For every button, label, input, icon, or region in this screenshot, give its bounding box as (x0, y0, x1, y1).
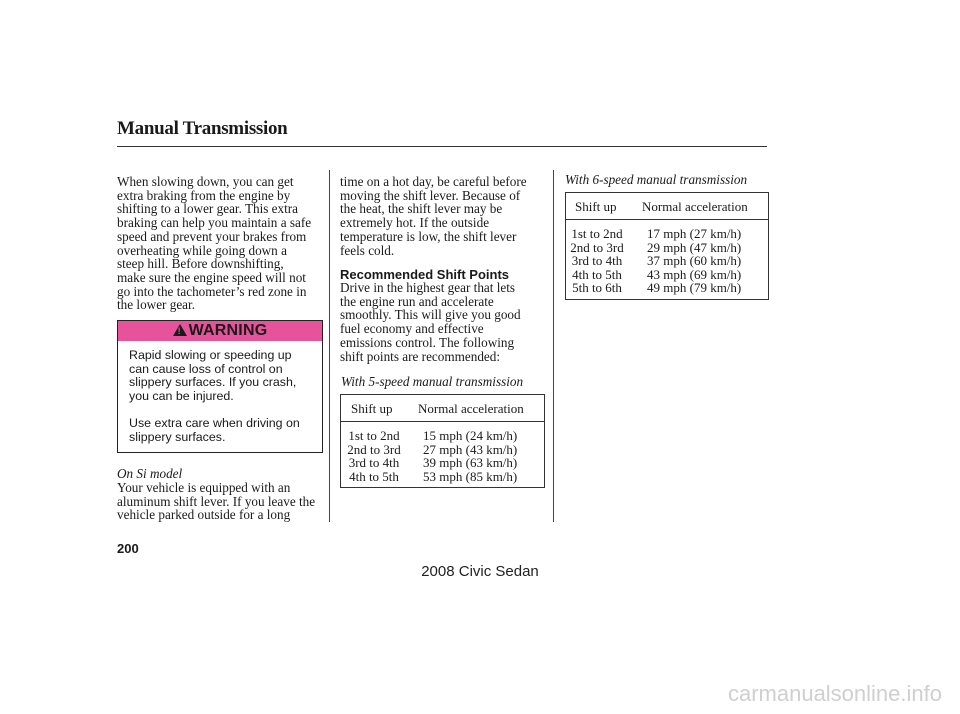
column-divider-2 (553, 170, 554, 522)
acceleration-values: 17 mph (27 km/h) 29 mph (47 km/h) 37 mph (60 km/h) 43 mph (69 km/h) 49 mph (79 km/h) (647, 226, 742, 296)
col-header-shift-up: Shift up (575, 199, 617, 214)
watermark: carmanualsonline.info (727, 681, 942, 706)
si-model-label: On Si model (117, 466, 183, 481)
col-header-normal-acceleration: Normal acceleration (418, 401, 524, 416)
footer-model: 2008 Civic Sedan (421, 563, 539, 580)
page-number: 200 (117, 541, 139, 556)
warning-header (118, 321, 322, 341)
warning-box (117, 320, 323, 453)
col-header-shift-up: Shift up (351, 401, 393, 416)
six-speed-table (565, 192, 769, 300)
warning-triangle-icon: ! (173, 324, 187, 336)
shift-points-heading: Recommended Shift Points (340, 267, 510, 282)
six-speed-label: With 6-speed manual transmission (565, 172, 748, 187)
column-divider-1 (329, 170, 330, 522)
acceleration-values: 15 mph (24 km/h) 27 mph (43 km/h) 39 mph (63 km/h) 53 mph (85 km/h) (423, 428, 518, 484)
title-rule (117, 146, 767, 147)
shift-up-values: 1st to 2nd 2nd to 3rd 3rd to 4th 4th to 5th 5th to 6th (570, 226, 624, 296)
warning-text: Rapid slowing or speeding up can cause loss of control on slippery surfaces. If you crash, you can be injured. Use extra care when driving on slippery surfaces. (129, 348, 300, 444)
page-title: Manual Transmission (117, 118, 288, 139)
shift-lever-paragraph: Your vehicle is equipped with an aluminum shift lever. If you leave the vehicle parked outside for a long (117, 480, 316, 523)
col-header-normal-acceleration: Normal acceleration (642, 199, 748, 214)
shift-points-paragraph: Drive in the highest gear that lets the engine run and accelerate smoothly. This will give you good fuel economy and effective emissions control. The following shift points are recommended: (340, 280, 521, 364)
five-speed-table (340, 394, 545, 488)
five-speed-label: With 5-speed manual transmission (341, 374, 524, 389)
downshift-paragraph: When slowing down, you can get extra braking from the engine by shifting to a lower gear. This extra braking can help you maintain a safe speed and prevent your brakes from overheating while going down a steep hill. Before downshifting, make sure the engine speed will not go into the tachometer’s red zone in the lower gear. (117, 174, 312, 313)
hot-day-paragraph: time on a hot day, be careful before moving the shift lever. Because of the heat, the shift lever may be extremely hot. If the outside temperature is low, the shift lever feels cold. (340, 174, 527, 258)
shift-up-values: 1st to 2nd 2nd to 3rd 3rd to 4th 4th to 5th (347, 428, 401, 484)
warning-title: WARNING (188, 322, 268, 339)
